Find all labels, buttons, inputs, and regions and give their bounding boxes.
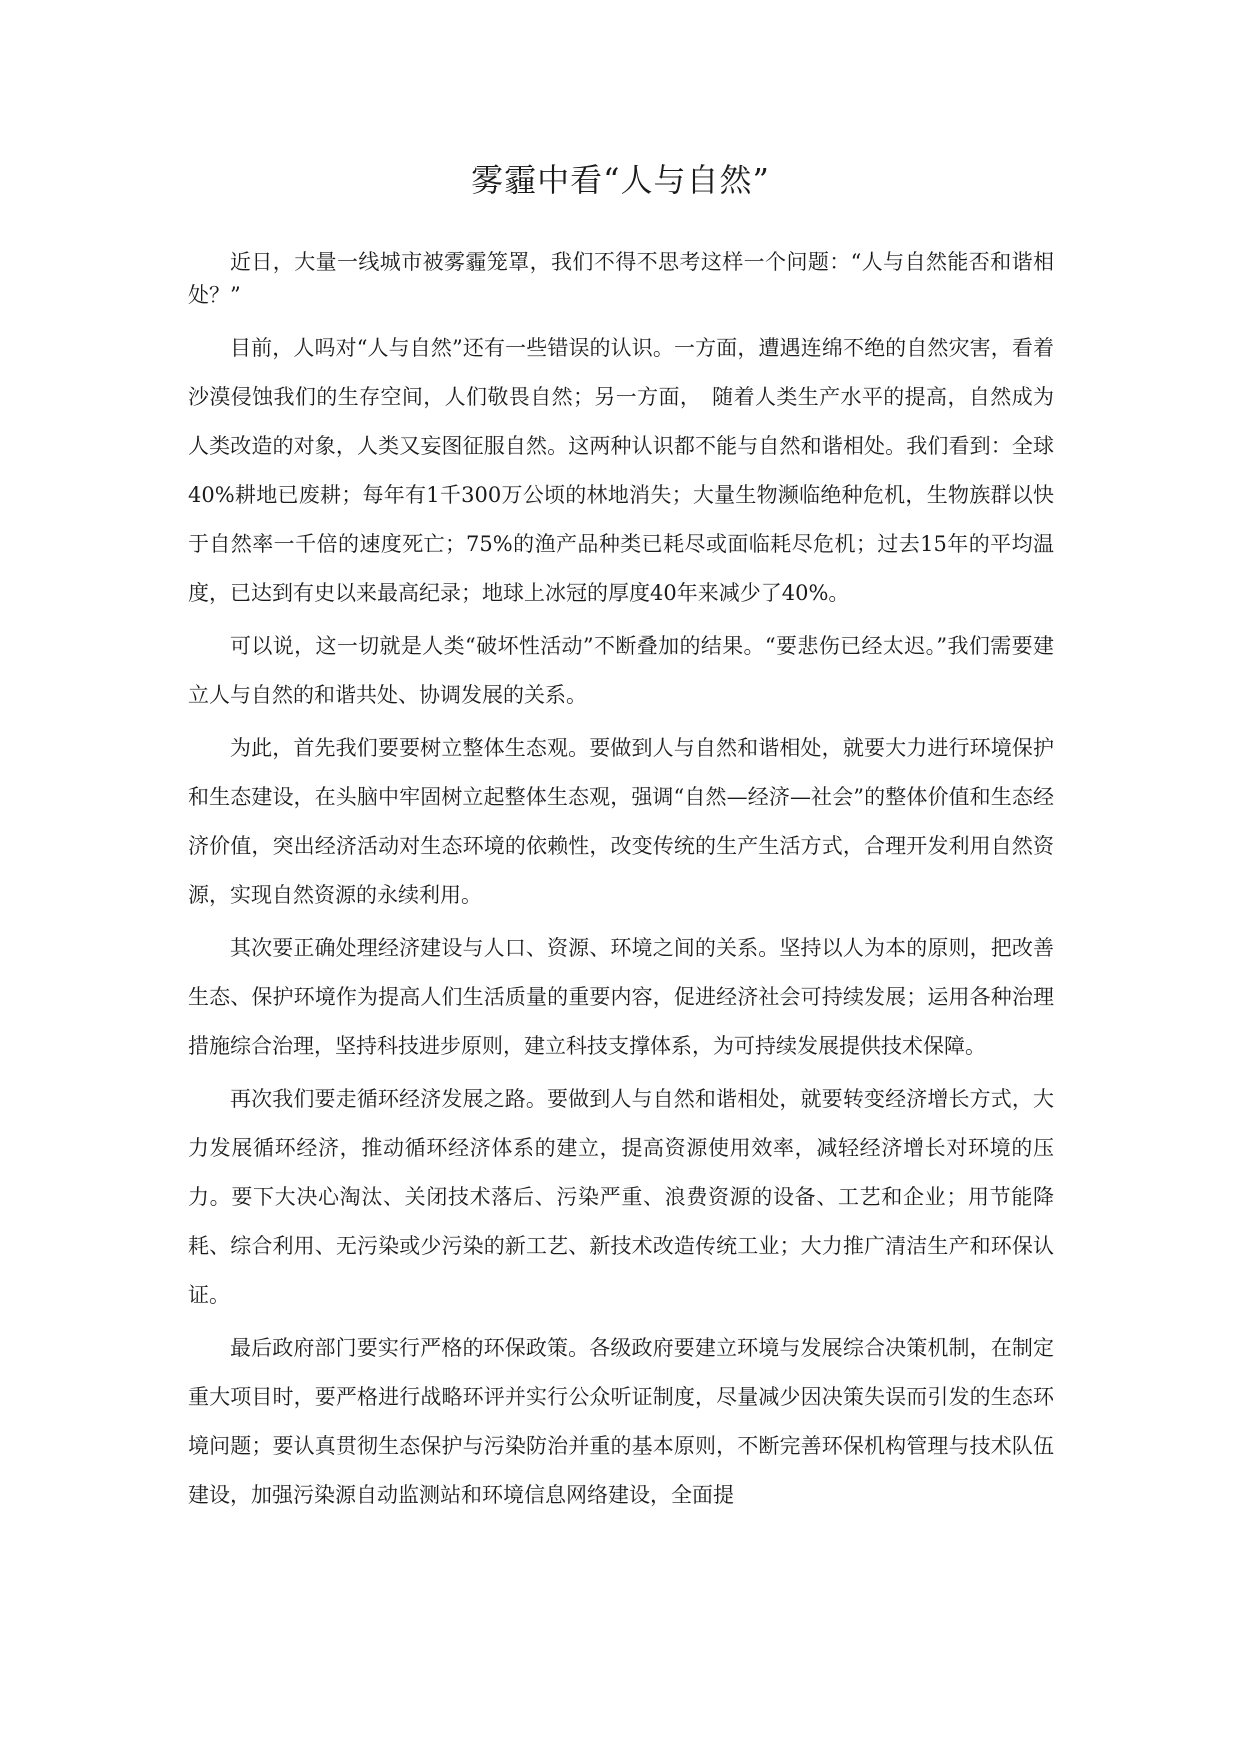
paragraph-1: 近日，大量一线城市被雾霾笼罩，我们不得不思考这样一个问题：“人与自然能否和谐相处？”: [188, 250, 1054, 307]
paragraph-2: 目前，人吗对“人与自然”还有一些错误的认识。一方面，遭遇连绵不绝的自然灾害，看着沙漠侵蚀我们的生存空间，人们敬畏自然；另一方面， 随着人类生产水平的提高，自然成为人类改造的对象，人类又妄图征服自然。这两种认识都不能与自然和谐相处。我们看到：全球40%耕地已废耕；每年有1千300万公顷的林地消失；大量生物濒临绝种危机，生物族群以快于自然率一千倍的速度死亡；75%的渔产品种类已耗尽或面临耗尽危机；过去15年的平均温度，已达到有史以来最高纪录；地球上冰冠的厚度40年来减少了40%。: [188, 336, 1054, 605]
paragraph-3: 可以说，这一切就是人类“破坏性活动”不断叠加的结果。“要悲伤已经太迟。”我们需要建立人与自然的和谐共处、协调发展的关系。: [188, 634, 1054, 707]
paragraph-4: 为此，首先我们要要树立整体生态观。要做到人与自然和谐相处，就要大力进行环境保护和生态建设，在头脑中牢固树立起整体生态观，强调“自然—经济—社会”的整体价值和生态经济价值，突出经济活动对生态环境的依赖性，改变传统的生产生活方式，合理开发利用自然资源，实现自然资源的永续利用。: [188, 736, 1054, 907]
paragraph-7: 最后政府部门要实行严格的环保政策。各级政府要建立环境与发展综合决策机制，在制定重大项目时，要严格进行战略环评并实行公众听证制度，尽量减少因决策失误而引发的生态环境问题；要认真贯彻生态保护与污染防治并重的基本原则，不断完善环保机构管理与技术队伍建设，加强污染源自动监测站和环境信息网络建设，全面提: [188, 1336, 1054, 1507]
document-title: 雾霾中看“人与自然”: [471, 161, 770, 199]
paragraph-5: 其次要正确处理经济建设与人口、资源、环境之间的关系。坚持以人为本的原则，把改善生态、保护环境作为提高人们生活质量的重要内容，促进经济社会可持续发展；运用各种治理措施综合治理，坚持科技进步原则，建立科技支撑体系，为可持续发展提供技术保障。: [188, 936, 1054, 1058]
document-body: [188, 246, 1054, 1520]
paragraph-6: 再次我们要走循环经济发展之路。要做到人与自然和谐相处，就要转变经济增长方式，大力发展循环经济，推动循环经济体系的建立，提高资源使用效率，减轻经济增长对环境的压力。要下大决心淘汰、关闭技术落后、污染严重、浪费资源的设备、工艺和企业；用节能降耗、综合利用、无污染或少污染的新工艺、新技术改造传统工业；大力推广清洁生产和环保认证。: [188, 1087, 1054, 1307]
